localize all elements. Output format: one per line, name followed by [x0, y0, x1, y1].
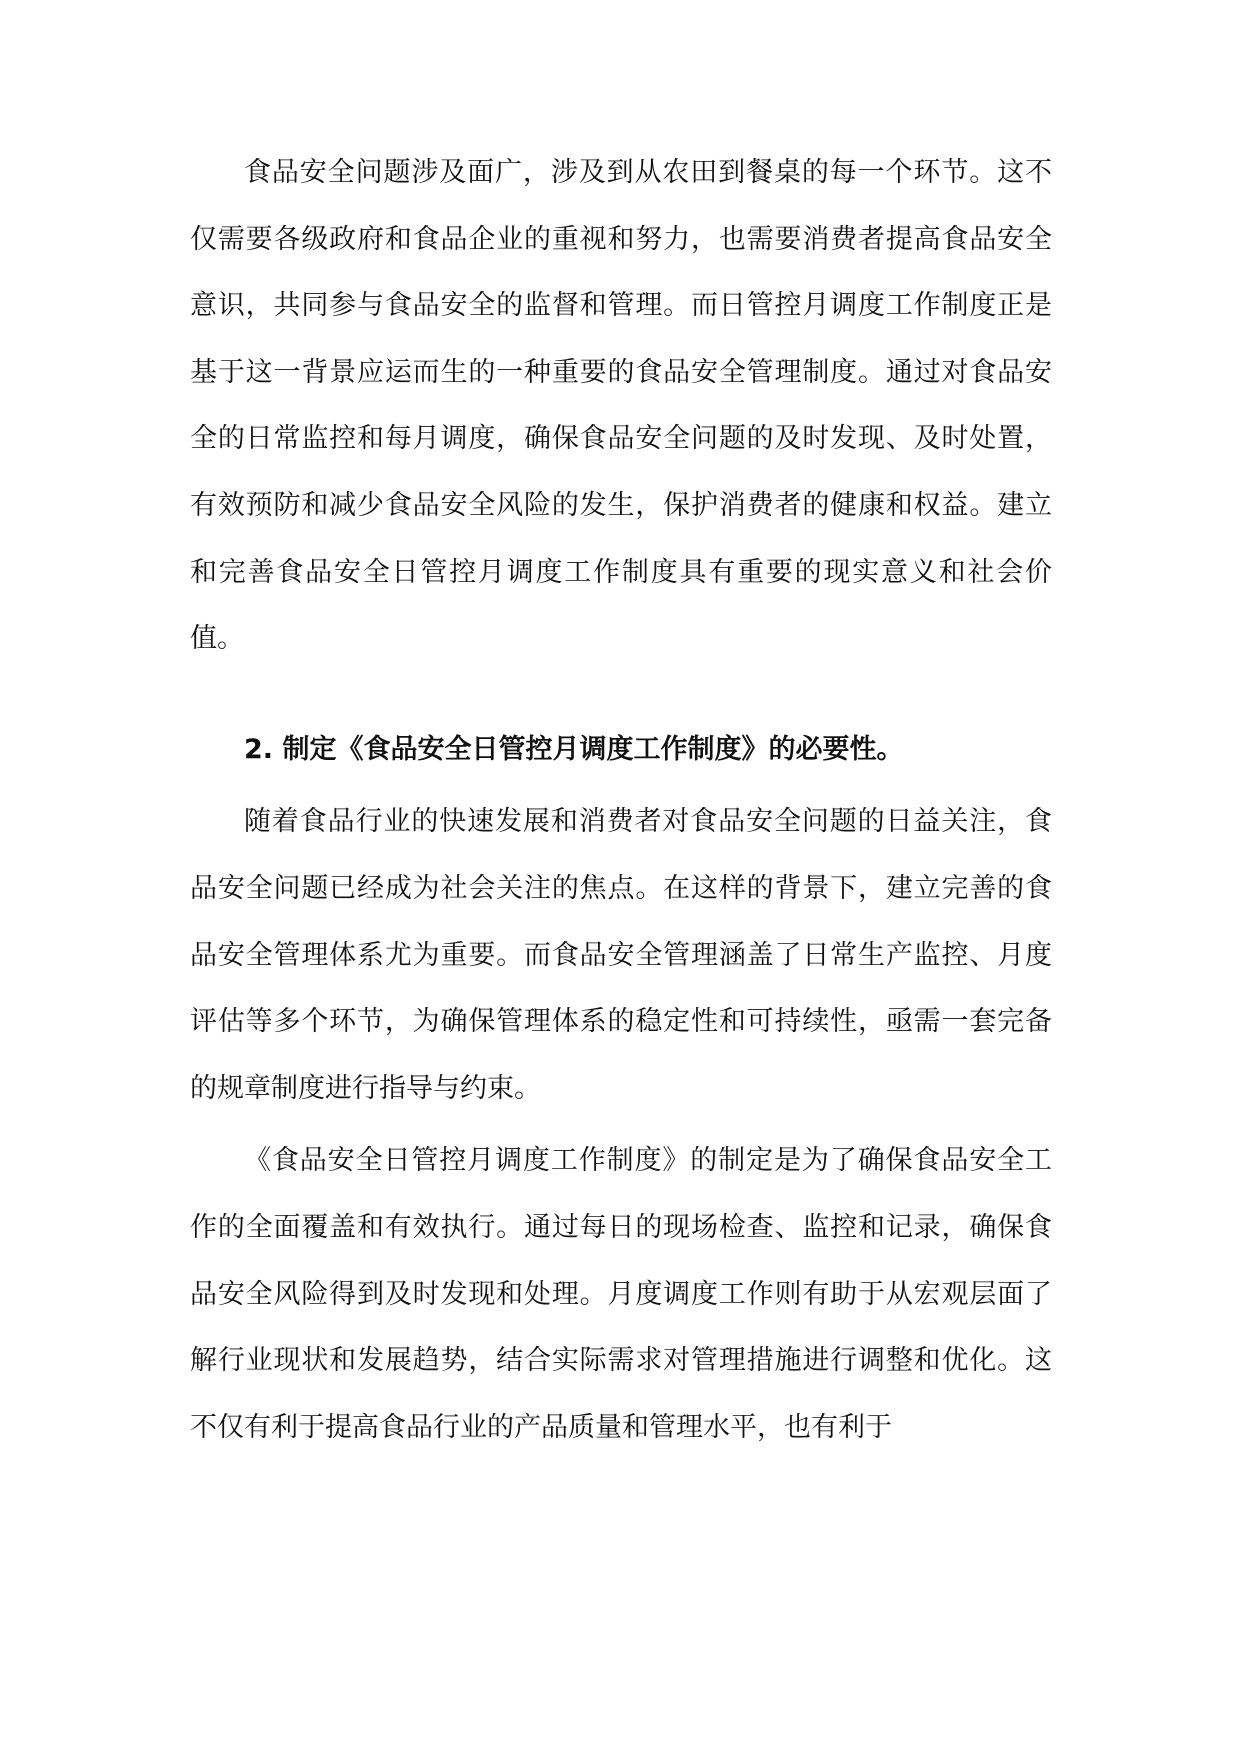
paragraph-intro: 食品安全问题涉及面广，涉及到从农田到餐桌的每一个环节。这不仅需要各级政府和食品企业的重视和努力，也需要消费者提高食品安全意识，共同参与食品安全的监督和管理。而日管控月调度工作制度正是基于这一背景应运而生的一种重要的食品安全管理制度。通过对食品安全的日常监控和每月调度，确保食品安全问题的及时发现、及时处置，有效预防和减少食品安全风险的发生，保护消费者的健康和权益。建立和完善食品安全日管控月调度工作制度具有重要的现实意义和社会价值。: [190, 157, 1052, 655]
document-page: [190, 140, 1052, 1461]
paragraph-purpose: 《食品安全日管控月调度工作制度》的制定是为了确保食品安全工作的全面覆盖和有效执行。通过每日的现场检查、监控和记录，确保食品安全风险得到及时发现和处理。月度调度工作则有助于从宏观层面了解行业现状和发展趋势，结合实际需求对管理措施进行调整和优化。这不仅有利于提高食品行业的产品质量和管理水平，也有利于: [190, 1145, 1052, 1443]
section-heading: 2. 制定《食品安全日管控月调度工作制度》的必要性。: [244, 733, 904, 765]
paragraph-necessity: 随着食品行业的快速发展和消费者对食品安全问题的日益关注，食品安全问题已经成为社会关注的焦点。在这样的背景下，建立完善的食品安全管理体系尤为重要。而食品安全管理涵盖了日常生产监控、月度评估等多个环节，为确保管理体系的稳定性和可持续性，亟需一套完备的规章制度进行指导与约束。: [190, 806, 1052, 1104]
spacer: [190, 673, 1052, 717]
